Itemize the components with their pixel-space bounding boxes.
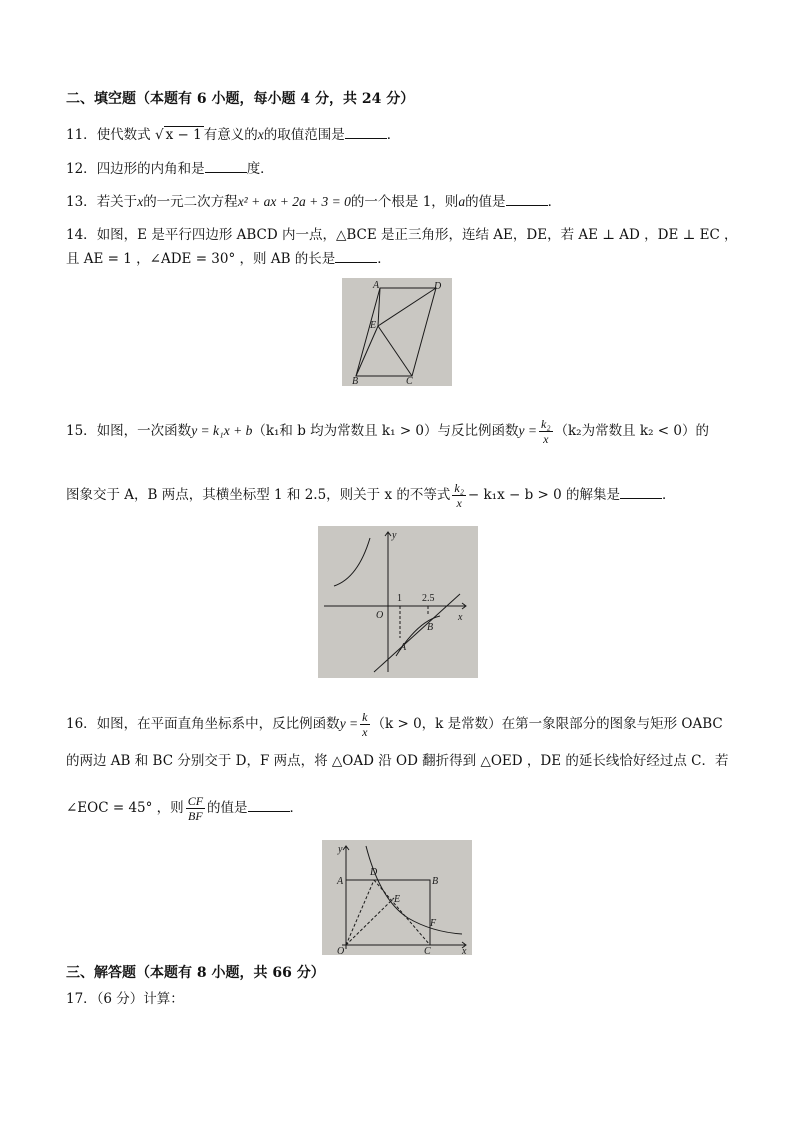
label-x: x [458,612,463,623]
fraction-k-over-x: $\frac{k}{x}$ [362,710,368,739]
label-D: D [434,281,442,292]
answer-blank [620,486,662,499]
label-x: x [462,946,467,955]
figure-q15-graph [318,526,478,678]
label-O: O [337,946,345,955]
label-O: O [376,610,384,621]
label-y: y [392,530,397,541]
question-16-line-1: 16．如图，在平面直角坐标系中，反比例函数y = $\frac{k}{x}$ （k > 0，k 是常数）在第一象限部分的图象与矩形 OABC [66,710,723,739]
question-14-line-2: 且 AE = 1 ，∠ADE = 30° ，则 AB 的长是 ． [66,251,391,267]
label-E: E [370,320,377,331]
question-15-line-2: 图象交于 A，B 两点，其横坐标型 1 和 2.5，则关于 x 的不等式 $\frac{\text{k₂}}{x}$ − k₁x − b > 0 的解集是 ． [66,481,676,510]
equation: x² + ax + 2a + 3 = 0 [237,194,351,209]
answer-blank [205,160,247,173]
fraction-k2-over-x: $\frac{\text{k₂}}{x}$ [454,481,464,510]
question-13: 13．若关于x的一元二次方程x² + ax + 2a + 3 = 0的一个根是 1，则a的值是 ． [66,194,562,210]
label-B: B [427,622,434,633]
fraction-cf-over-bf: $\frac{CF}{BF}$ [187,794,204,823]
label-A: A [373,280,380,291]
question-16-line-2: 的两边 AB 和 BC 分别交于 D，F 两点，将 △OAD 沿 OD 翻折得到 △OED ，DE 的延长线恰好经过点 C．若 [66,753,729,769]
fraction-k2-over-x: $\frac{\text{k₂}}{x}$ [541,417,551,446]
answer-blank [335,250,377,263]
label-F: F [430,918,437,929]
label-C: C [424,946,431,955]
label-A: A [337,876,344,887]
q11-number: 11． [66,127,97,143]
question-15-line-1: 15．如图，一次函数y = k₁x + b（k₁和 b 均为常数且 k₁ > 0）与反比例函数y = $\frac{\text{k₂}}{x}$ （k₂为常数且 k₂ < 0）的 [66,417,709,446]
label-B: B [432,876,439,887]
label-D: D [370,867,378,878]
question-16-line-3: ∠EOC = 45° ，则 $\frac{CF}{BF}$ 的值是 ． [66,794,304,823]
question-17: 17．（6 分）计算： [66,991,184,1007]
label-2-5: 2.5 [422,593,435,604]
label-1: 1 [397,593,402,604]
figure-q14-parallelogram [342,278,452,386]
sqrt-symbol: √ [154,127,164,143]
label-y: y [338,844,343,855]
question-11: 11．使代数式 √ x − 1 有意义的x的取值范围是 ． [66,127,401,143]
sqrt-expression: x − 1 [165,127,202,143]
label-C: C [406,376,413,386]
section-2-title: 二、填空题（本题有 6 小题，每小题 4 分，共 24 分） [66,91,415,107]
answer-blank [345,126,387,139]
figure-q16-rectangle [322,840,472,955]
label-E: E [394,894,401,905]
label-A: A [400,642,407,653]
question-12: 12．四边形的内角和是 度． [66,161,274,177]
question-14-line-1: 14．如图，E 是平行四边形 ABCD 内一点，△BCE 是正三角形，连结 AE，DE，若 AE ⊥ AD ，DE ⊥ EC ， [66,227,738,243]
section-3-title: 三、解答题（本题有 8 小题，共 66 分） [66,965,325,981]
answer-blank [248,799,290,812]
answer-blank [506,193,548,206]
label-B: B [352,376,359,386]
